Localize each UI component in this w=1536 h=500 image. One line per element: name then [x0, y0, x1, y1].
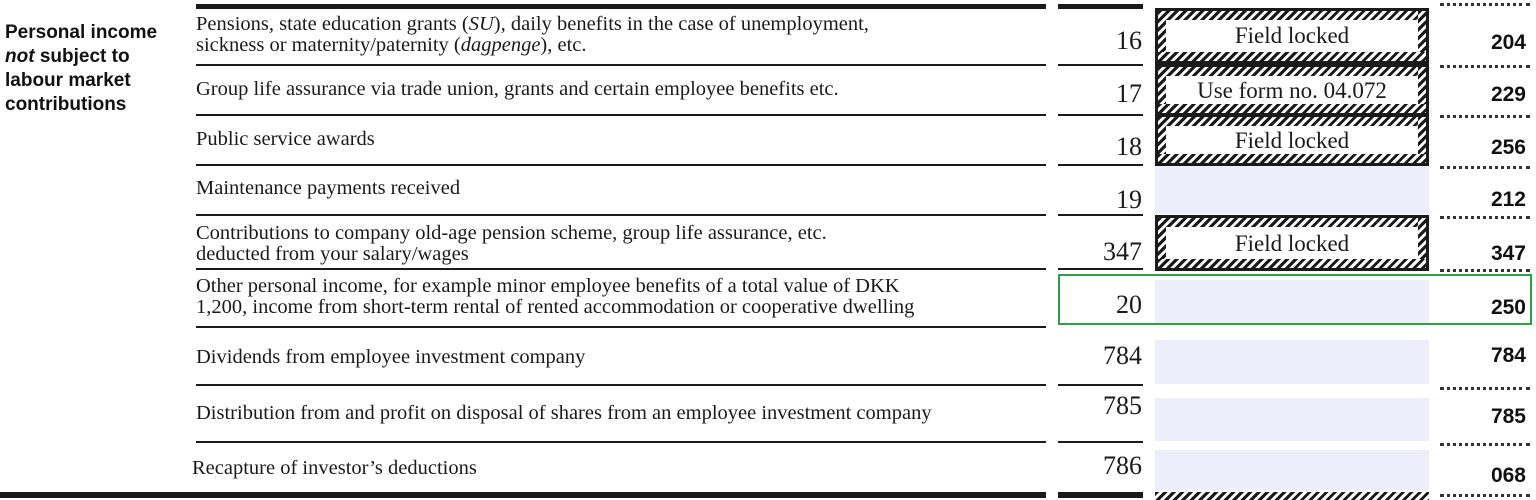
code-dots — [1440, 216, 1530, 219]
field-code: 204 — [1490, 31, 1526, 54]
top-rule-number — [1058, 4, 1143, 9]
top-rule-description — [196, 4, 1046, 9]
code-dots — [1440, 65, 1530, 68]
bottom-rule-number — [1058, 492, 1143, 498]
field-number: 19 — [1116, 185, 1142, 214]
field-number: 20 — [1116, 290, 1142, 319]
section-label-not: not — [5, 46, 35, 67]
row-rule — [196, 384, 1046, 386]
code-dots — [1440, 115, 1530, 118]
field-code: 784 — [1490, 344, 1526, 367]
field-code: 212 — [1490, 188, 1526, 211]
section-label-line1: Personal income — [5, 22, 158, 43]
bottom-hatch-input — [1155, 492, 1429, 500]
row-description-line: Other personal income, for example minor employee benefits of a total value of DKK — [196, 275, 900, 297]
number-rule — [1058, 164, 1143, 166]
row-description-line — [196, 35, 1046, 56]
field-number: 347 — [1103, 237, 1142, 266]
row-rule — [196, 114, 1046, 116]
field-number: 18 — [1116, 132, 1142, 161]
section-label — [5, 21, 185, 117]
number-rule — [1058, 64, 1143, 66]
field-code: 256 — [1490, 136, 1526, 159]
row-rule — [196, 268, 1046, 270]
desc-text: ), etc. — [540, 34, 587, 56]
desc-text: Pensions, state education grants ( — [196, 13, 469, 35]
field-code: 347 — [1490, 242, 1526, 265]
locked-field-label: Field locked — [1234, 23, 1350, 48]
row-description-line: Contributions to company old-age pension scheme, group life assurance, etc. — [196, 222, 827, 244]
maintenance-payments-input[interactable] — [1155, 166, 1429, 214]
number-rule — [1058, 114, 1143, 116]
row-description: Public service awards — [196, 128, 375, 150]
employee-investment-dividends-input[interactable] — [1155, 340, 1429, 384]
field-code: 229 — [1490, 83, 1526, 106]
row-description-line: 1,200, income from short-term rental of rented accommodation or cooperative dwelling — [196, 296, 915, 318]
employee-investment-distribution-input[interactable] — [1155, 398, 1429, 441]
field-code: 068 — [1490, 464, 1526, 487]
section-label-line4: contributions — [5, 94, 127, 115]
row-description: Distribution from and profit on disposal of shares from an employee investment company — [196, 402, 932, 424]
field-number: 784 — [1103, 341, 1142, 370]
code-dots — [1440, 166, 1530, 169]
section-label-line3: labour market — [5, 70, 131, 91]
row-rule — [196, 326, 1046, 328]
row-description-line — [196, 14, 1046, 35]
row-rule — [196, 214, 1046, 216]
bottom-rule-description — [0, 492, 1046, 498]
investor-deduction-recapture-input[interactable] — [1155, 450, 1429, 490]
field-code: 250 — [1490, 296, 1526, 319]
locked-field — [1155, 64, 1429, 116]
field-number: 17 — [1116, 79, 1142, 108]
locked-field-label: Use form no. 04.072 — [1197, 78, 1387, 103]
field-number: 786 — [1103, 451, 1142, 480]
row-description: Recapture of investor’s deductions — [192, 457, 477, 479]
code-dots — [1440, 387, 1530, 390]
locked-field — [1155, 215, 1429, 271]
locked-field — [1155, 114, 1429, 166]
code-dots — [1440, 269, 1530, 272]
desc-italic-su: SU — [468, 13, 494, 35]
code-dots — [1440, 443, 1530, 446]
row-rule — [196, 164, 1046, 166]
desc-text: sickness or maternity/paternity ( — [196, 34, 461, 56]
number-rule — [1058, 441, 1143, 443]
desc-italic-dagpenge: dagpenge — [460, 34, 541, 56]
section-label-line2 — [5, 45, 185, 69]
field-number: 16 — [1116, 26, 1142, 55]
row-description — [196, 223, 1046, 265]
row-description — [196, 276, 1046, 318]
row-rule — [196, 441, 1046, 443]
bottom-dots-code — [1440, 494, 1530, 497]
number-rule — [1058, 384, 1143, 386]
row-description: Dividends from employee investment company — [196, 346, 586, 368]
locked-field-label: Field locked — [1234, 128, 1350, 153]
field-code: 785 — [1490, 405, 1526, 428]
section-label-rest: subject to — [34, 46, 130, 67]
locked-field-label: Field locked — [1234, 231, 1350, 256]
number-rule — [1058, 214, 1143, 216]
row-description — [196, 14, 1046, 56]
locked-field — [1155, 8, 1429, 64]
desc-text: ), daily benefits in the case of unemployment, — [493, 13, 869, 35]
number-rule — [1058, 268, 1143, 270]
field-number: 785 — [1103, 391, 1142, 420]
top-dots-code — [1440, 3, 1530, 6]
row-rule — [196, 64, 1046, 66]
row-description: Group life assurance via trade union, grants and certain employee benefits etc. — [196, 78, 839, 100]
row-description-line: deducted from your salary/wages — [196, 243, 469, 265]
row-description: Maintenance payments received — [196, 177, 461, 199]
focus-highlight — [1058, 274, 1532, 325]
